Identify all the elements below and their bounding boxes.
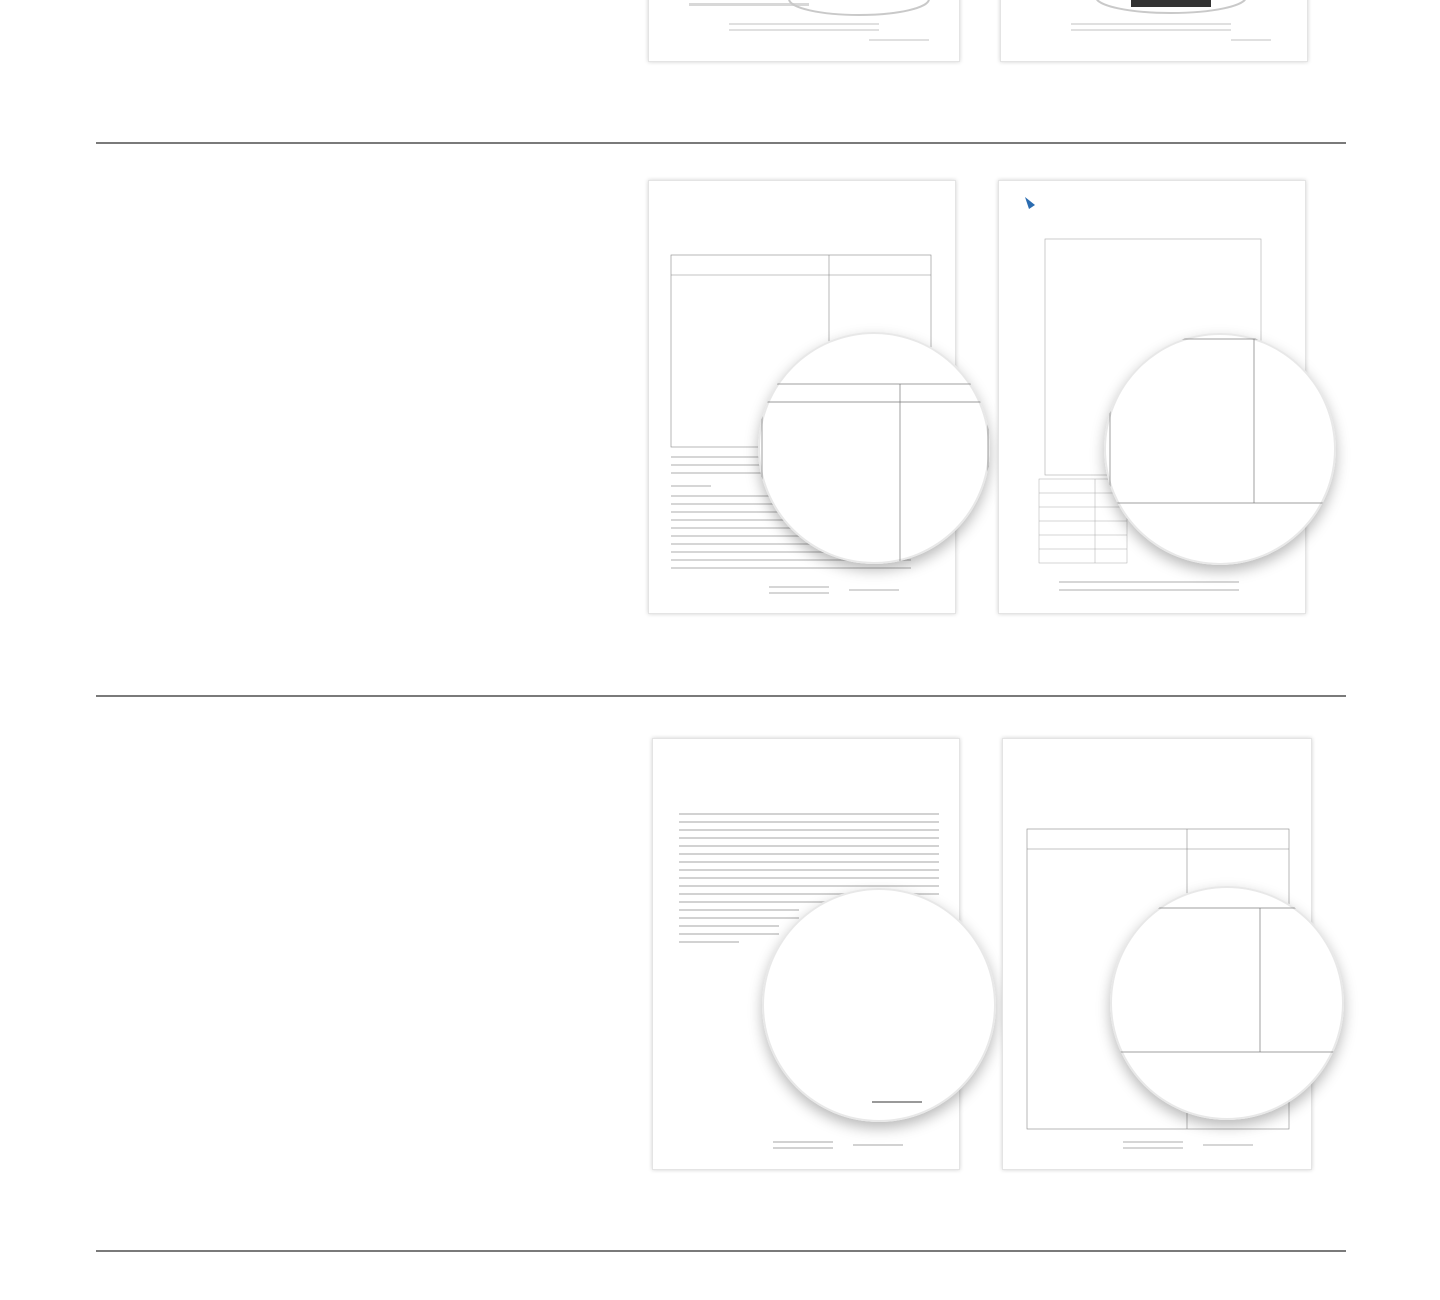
lens-content bbox=[1104, 333, 1336, 565]
divider-3 bbox=[96, 1250, 1346, 1252]
lens-content bbox=[762, 888, 996, 1122]
section-1-magnifier-right bbox=[1104, 333, 1336, 565]
divider-1 bbox=[96, 142, 1346, 144]
lens-content bbox=[1110, 886, 1344, 1120]
top-report-right bbox=[1000, 0, 1308, 62]
divider-2 bbox=[96, 695, 1346, 697]
customs-logo-icon bbox=[1025, 197, 1035, 209]
section-2-magnifier-left bbox=[762, 888, 996, 1122]
section-1-magnifier-left bbox=[758, 332, 990, 564]
top-report-right-lines bbox=[1001, 0, 1307, 61]
section-2-magnifier-right bbox=[1110, 886, 1344, 1120]
top-report-left bbox=[648, 0, 960, 62]
lens-content bbox=[758, 332, 990, 564]
top-report-left-lines bbox=[649, 0, 959, 61]
